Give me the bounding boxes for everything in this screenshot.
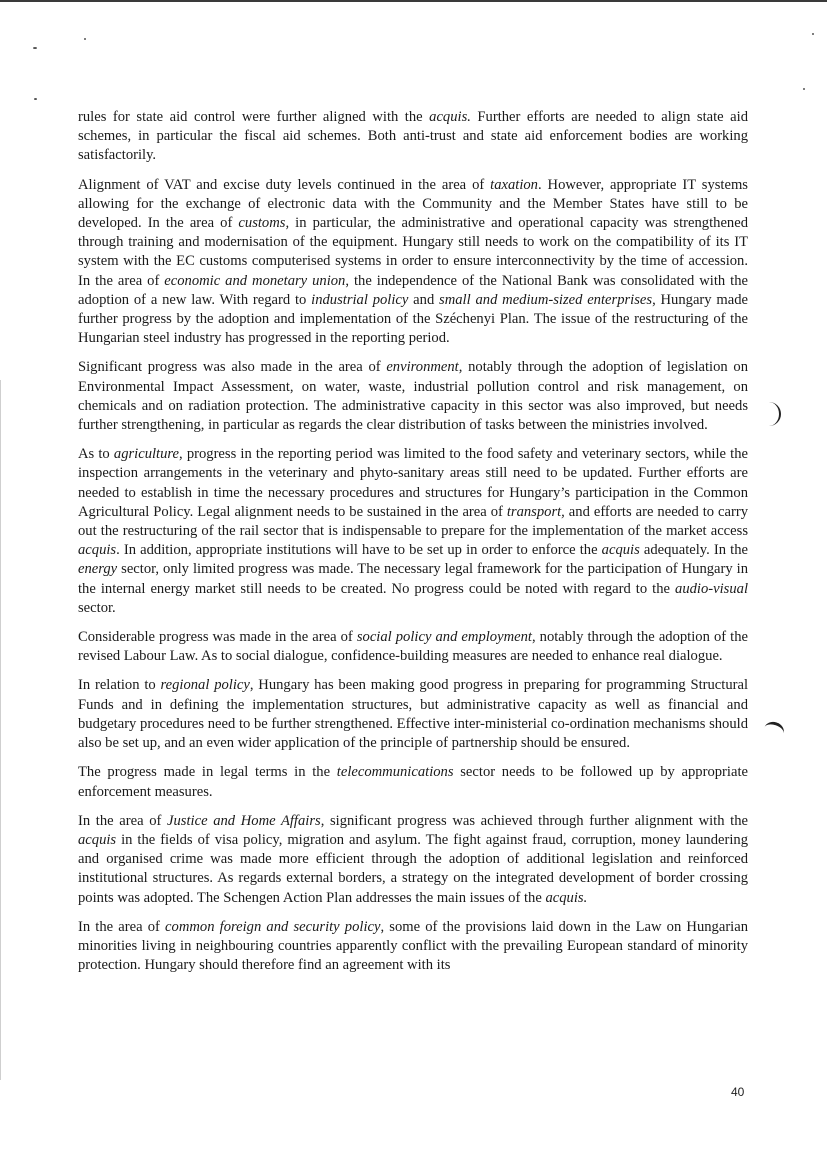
text-run: rules for state aid control were further aligned with the [78, 109, 430, 125]
italic-term: social policy and employment [356, 629, 532, 646]
scan-speck [812, 33, 814, 35]
italic-term: audio-visual [675, 580, 748, 597]
italic-term: economic and monetary union [164, 272, 346, 289]
paragraph-social-policy [78, 628, 748, 666]
text-run: notably through the adoption of legislation on Environmental Impact Assessment, on water, waste, industrial pollution control and risk management, on chemicals and on radiation protection. The administrative capacity in this sector was also improved, but needs further strengthening, in particular as regards the clear distribution of tasks between the ministries involved. [78, 359, 748, 434]
text-run: The progress made in legal terms in the [78, 764, 337, 781]
margin-bracket-mark [767, 402, 781, 426]
italic-term: regional policy [160, 677, 250, 694]
text-run: . However, appropriate IT systems allowing for the exchange of electronic data with the Community and the Member States have still to be developed. In the area of [78, 176, 748, 232]
scan-speck [33, 47, 37, 49]
text-run: Alignment of VAT and excise duty levels continued in the area of [78, 176, 491, 193]
italic-term: industrial policy [311, 291, 409, 308]
text-run: , notably through the adoption of the revised Labour Law. As to social dialogue, confidence-building measures are needed to enhance real dialogue. [78, 629, 748, 665]
body-text [78, 108, 748, 985]
paragraph-taxation [78, 176, 748, 349]
text-run: , progress in the reporting period was limited to the food safety and veterinary sectors, while the inspection arrangements in the veterinary and phyto-sanitary areas still need to be updated. Further efforts are needed to establish in time the necessary procedures and structures for Hungary’s participation in the Common Agricultural Policy. Legal alignment needs to be sustained in the area of [78, 446, 749, 520]
text-run: sector needs to be followed up by appropriate enforcement measures. [78, 764, 748, 800]
text-run: Further efforts are needed to align state aid schemes, in particular the fiscal aid schemes. Both anti-trust and state aid enforcement bodies are working satisfactorily. [78, 109, 748, 164]
paragraph-state-aid [78, 108, 748, 166]
text-run: sector. [78, 599, 116, 616]
scan-speck [34, 98, 37, 100]
text-run: Significant progress was also made in the area of [78, 359, 387, 376]
text-run: sector, only limited progress was made. The necessary legal framework for the participation of Hungary in the internal energy market still needs to be created. No progress could be noted with regard to the [78, 561, 748, 597]
text-run: Considerable progress was made in the area of [78, 629, 357, 646]
text-run: and [408, 291, 440, 308]
italic-term: environment, [386, 359, 463, 376]
page-number: 40 [731, 1085, 745, 1099]
paragraph-telecommunications [78, 763, 748, 801]
text-run: and efforts are needed to carry out the restructuring of the rail sector that is indispensable to prepare for the implementation of the market access [78, 503, 749, 540]
scan-speck [803, 88, 805, 90]
italic-term: acquis. [429, 109, 471, 125]
text-run: in the fields of visa policy, migration and asylum. The fight against fraud, corruption, money laundering and organised crime was made more efficient through the adoption of additional legislation and reinforced institutional structures. As regards external borders, a strategy on the integrated development of border crossing points was adopted. The Schengen Action Plan addresses the main issues of the [78, 831, 748, 906]
scan-top-edge [0, 0, 827, 2]
italic-term: transport, [506, 503, 565, 520]
text-run: , significant progress was achieved through further alignment with the [320, 812, 749, 829]
text-run: , Hungary has been making good progress in preparing for programming Structural Funds and in defining the implementation structures, but administrative capacity as well as financial and budgetary procedures need to be further strengthened. Effective inter-ministerial co-ordination mechanisms should also be set up, and an even wider application of the principle of partnership should be ensured. [78, 677, 749, 752]
text-run: As to [78, 446, 114, 463]
italic-term: small and medium-sized enterprises [439, 291, 653, 308]
paragraph-environment [78, 358, 748, 435]
paragraph-agriculture [78, 445, 748, 618]
paragraph-regional-policy [78, 676, 748, 753]
italic-term: acquis. [545, 889, 588, 906]
text-run: , Hungary made further progress by the adoption and implementation of the Széchenyi Plan. The issue of the restructuring of the Hungarian steel industry has progressed in the reporting period. [78, 291, 748, 347]
italic-term: taxation [490, 176, 538, 193]
text-run: . In addition, appropriate institutions will have to be set up in order to enforce the [116, 542, 602, 559]
italic-term: acquis [601, 542, 640, 559]
italic-term: acquis [78, 831, 117, 848]
paragraph-justice-home-affairs [78, 812, 748, 908]
scan-speck [84, 38, 86, 40]
italic-term: common foreign and security policy [165, 918, 381, 935]
margin-smudge-mark [762, 719, 786, 741]
italic-term: Justice and Home Affairs [167, 812, 321, 829]
italic-term: acquis [78, 542, 117, 559]
text-run: In the area of [78, 918, 166, 935]
italic-term: telecommunications [336, 764, 454, 781]
italic-term: customs, [238, 215, 290, 232]
paragraph-cfsp [78, 918, 748, 976]
scan-left-edge [0, 380, 1, 1080]
italic-term: energy [78, 561, 118, 578]
text-run: In the area of [78, 812, 168, 829]
italic-term: agriculture [113, 446, 180, 463]
text-run: , the independence of the National Bank was consolidated with the adoption of a new law. With regard to [78, 272, 748, 308]
text-run: in particular, the administrative and operational capacity was strengthened through training and modernisation of the equipment. Hungary still needs to work on the compatibility of its IT system with the EC customs computerised systems in order to ensure interconnectivity by the time of accession. In the area of [78, 215, 748, 289]
text-run: In relation to [78, 677, 161, 694]
text-run: adequately. In the [639, 542, 748, 559]
text-run: , some of the provisions laid down in the Law on Hungarian minorities living in neighbouring countries apparently conflict with the prevailing European standard of minority protection. Hungary should therefore find an agreement with its [78, 918, 749, 974]
